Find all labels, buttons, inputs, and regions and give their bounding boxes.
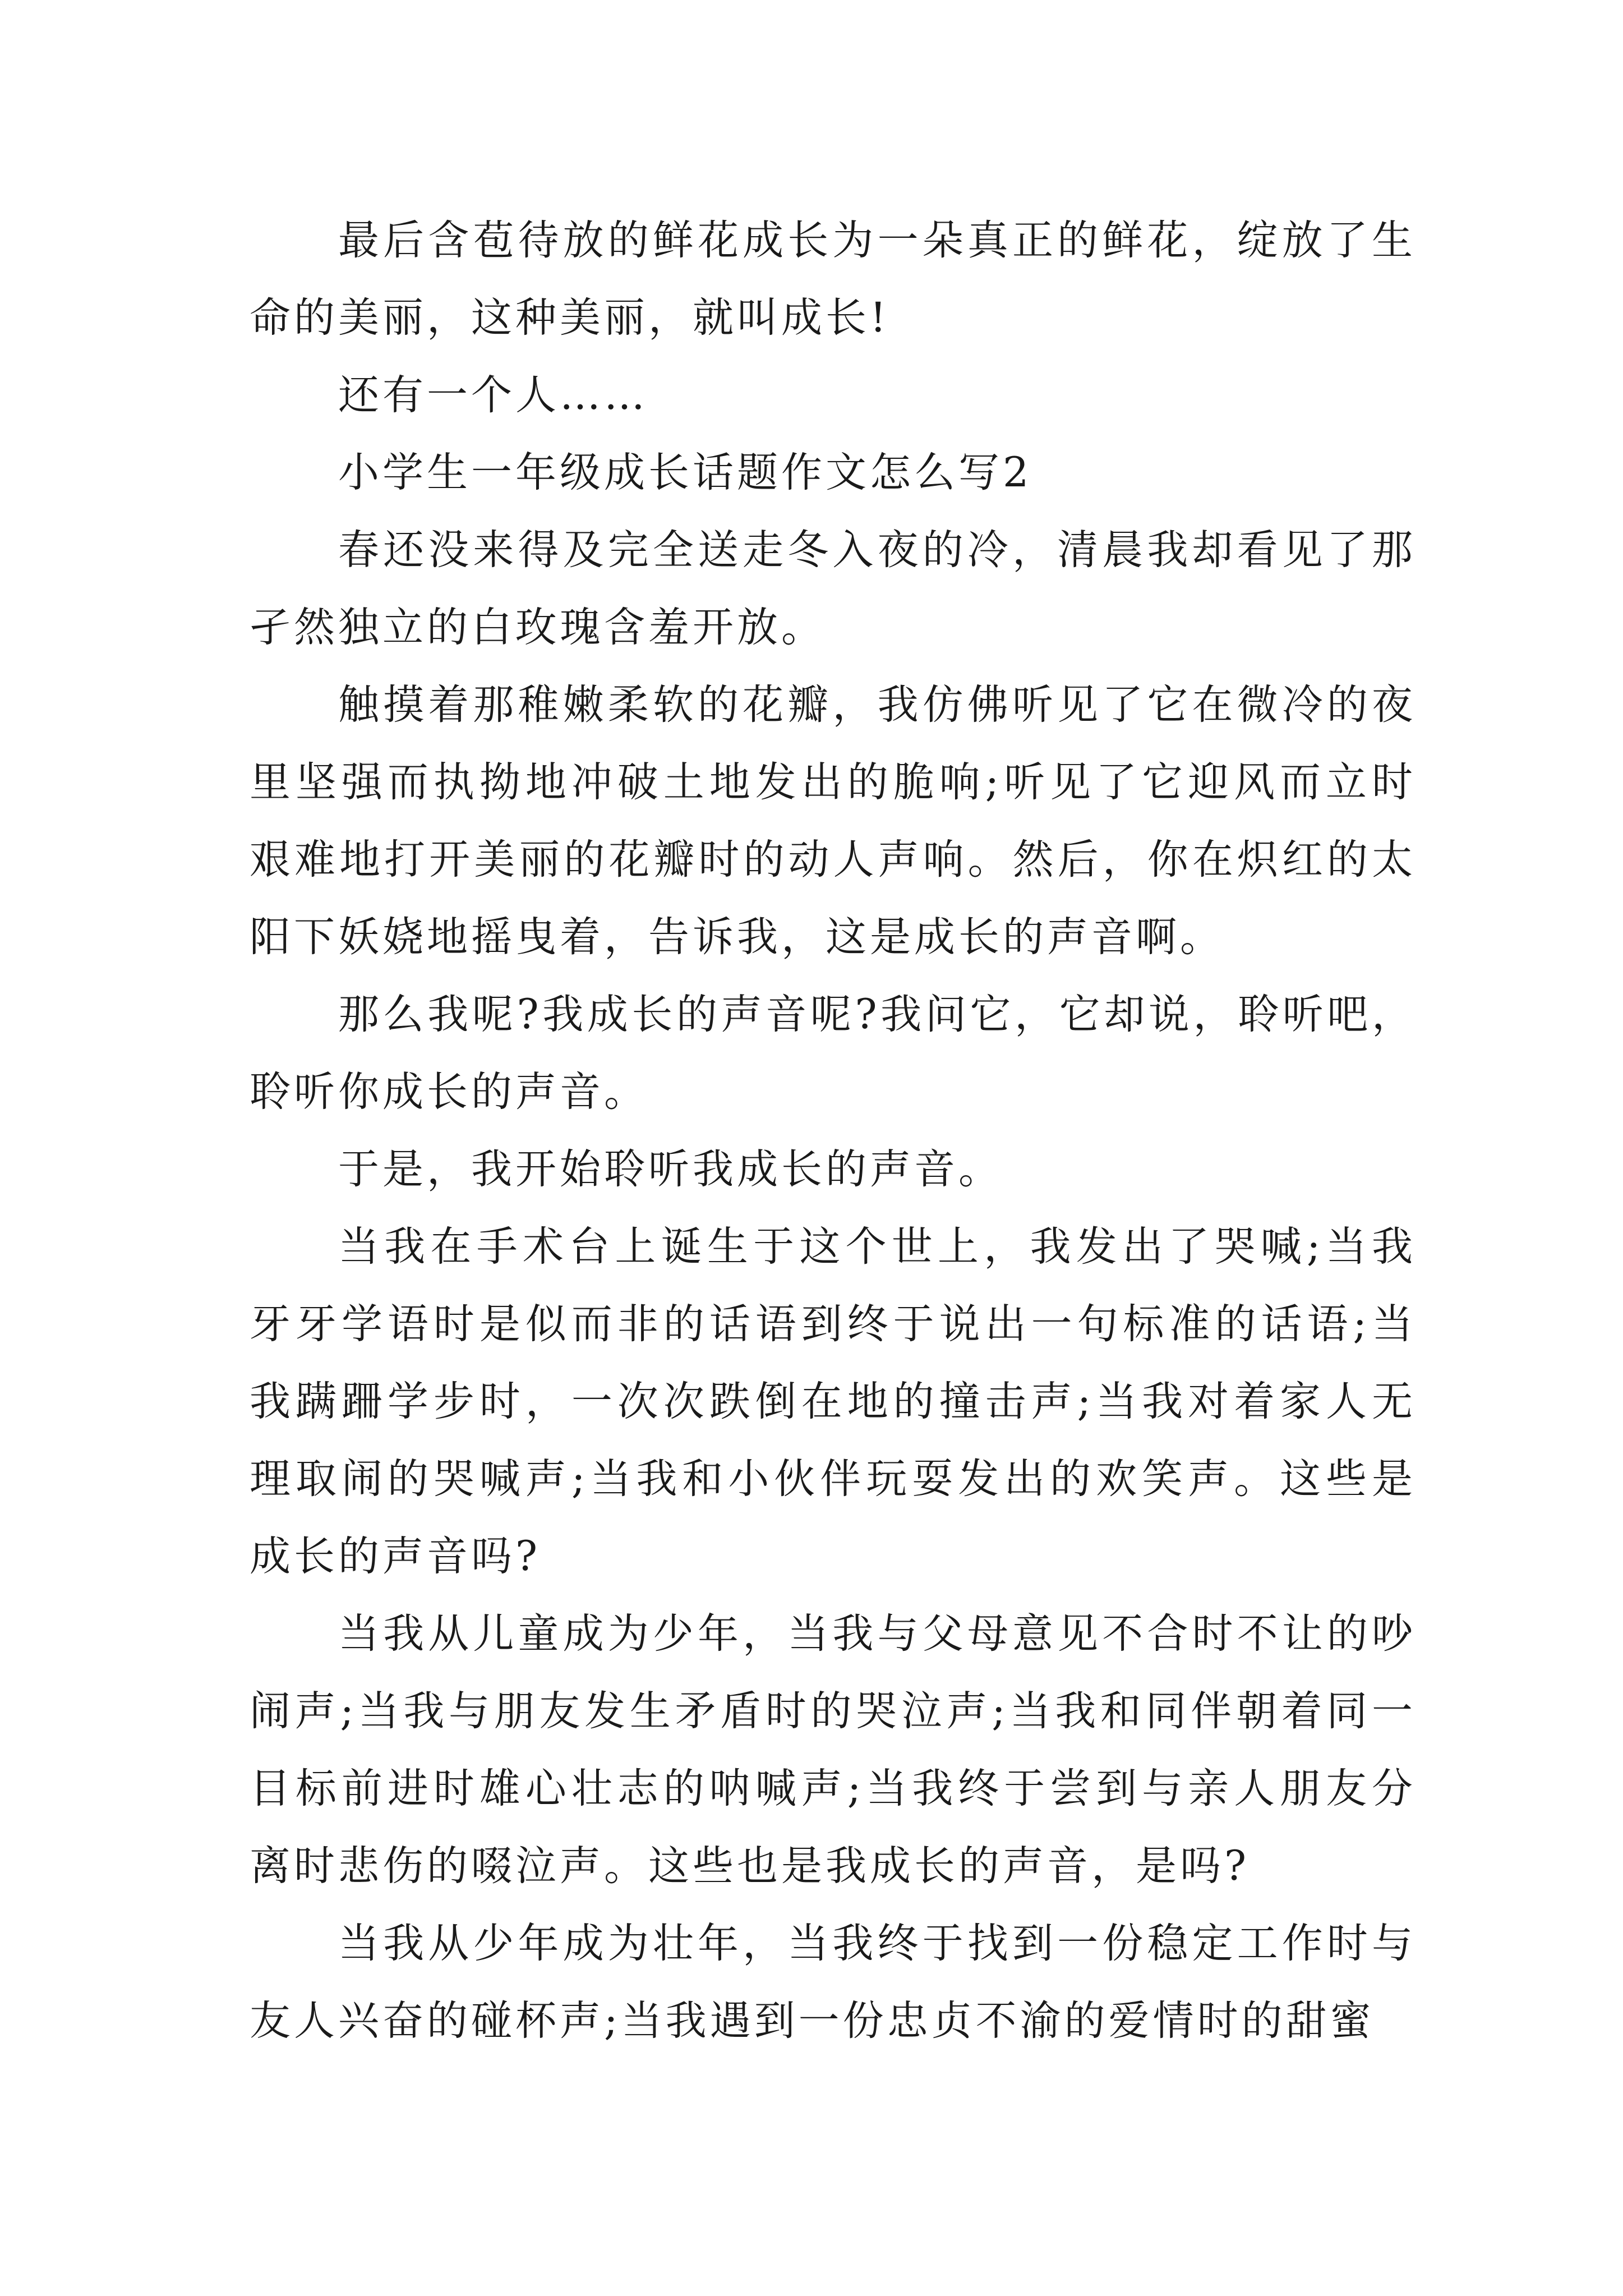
paragraph: 当我从少年成为壮年，当我终于找到一份稳定工作时与友人兴奋的碰杯声;当我遇到一份忠贞不渝的爱情时的甜蜜 bbox=[250, 1920, 1416, 2045]
paragraph: 那么我呢?我成长的声音呢?我问它，它却说，聆听吧，聆听你成长的声音。 bbox=[250, 991, 1416, 1116]
paragraph: 还有一个人…… bbox=[338, 371, 648, 419]
section-title: 小学生一年级成长话题作文怎么写2 bbox=[338, 449, 1032, 496]
paragraph: 春还没来得及完全送走冬入夜的冷，清晨我却看见了那孑然独立的白玫瑰含羞开放。 bbox=[250, 526, 1416, 651]
document-body bbox=[250, 202, 1416, 2060]
paragraph: 当我从儿童成为少年，当我与父母意见不合时不让的吵闹声;当我与朋友发生矛盾时的哭泣声;当我和同伴朝着同一目标前进时雄心壮志的呐喊声;当我终于尝到与亲人朋友分离时悲伤的啜泣声。这些也是我成长的声音，是吗? bbox=[250, 1610, 1416, 1890]
paragraph: 于是，我开始聆听我成长的声音。 bbox=[338, 1145, 1003, 1193]
paragraph: 当我在手术台上诞生于这个世上，我发出了哭喊;当我牙牙学语时是似而非的话语到终于说出一句标准的话语;当我蹒跚学步时，一次次跌倒在地的撞击声;当我对着家人无理取闹的哭喊声;当我和小伙伴玩耍发出的欢笑声。这些是成长的声音吗? bbox=[250, 1223, 1416, 1580]
paragraph: 触摸着那稚嫩柔软的花瓣，我仿佛听见了它在微冷的夜里坚强而执拗地冲破土地发出的脆响;听见了它迎风而立时艰难地打开美丽的花瓣时的动人声响。然后，你在炽红的太阳下妖娆地摇曳着，告诉我，这是成长的声音啊。 bbox=[250, 681, 1416, 961]
paragraph: 最后含苞待放的鲜花成长为一朵真正的鲜花，绽放了生命的美丽，这种美丽，就叫成长! bbox=[250, 217, 1416, 342]
